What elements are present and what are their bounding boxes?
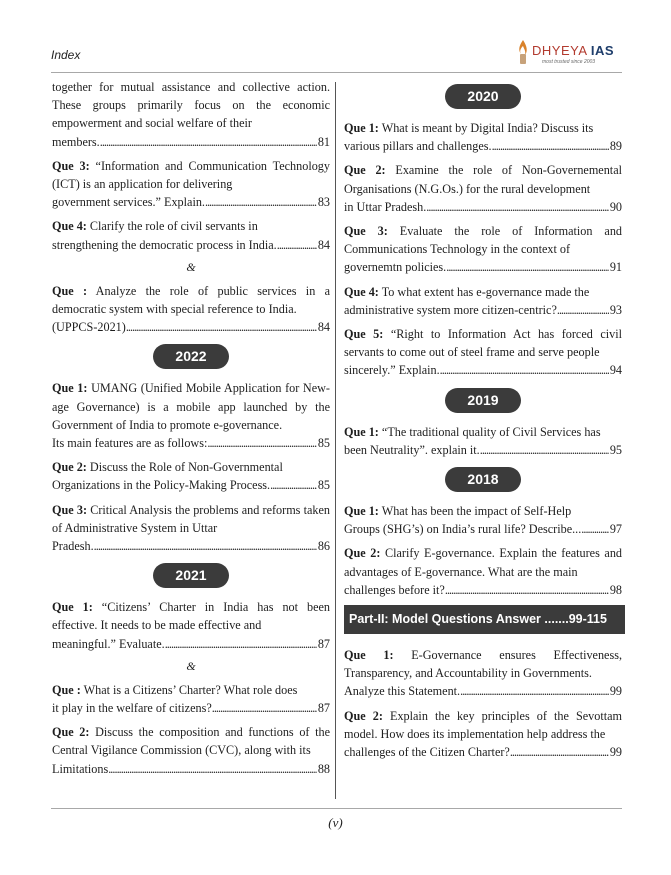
- column-divider: [335, 82, 336, 799]
- index-entry: Que 4: To what extent has e-governance made the administrative system more citizen-centric? . . . 93: [344, 283, 622, 319]
- page-ref: 87: [317, 636, 330, 651]
- year-badge-2020: 2020: [445, 84, 521, 109]
- index-entry: Que 3: “Information and Communication Technology (ICT) is an application for delivering government services.” Explain. . . . 83: [52, 157, 330, 212]
- index-entry: Que 2: Discuss the Role of Non-Governmental Organizations in the Policy-Making Process. . . . 85: [52, 458, 330, 494]
- index-entry: Que 1: What is meant by Digital India? Discuss its various pillars and challenges. . . . 89: [344, 119, 622, 155]
- index-entry: Que 1: E-Governance ensures Effectiveness, Transparency, and Accountability in Governments. Analyze this Statement. . . . 99: [344, 646, 622, 701]
- page-ref: 95: [609, 442, 622, 457]
- footer-divider: [51, 808, 622, 809]
- right-column: [344, 84, 622, 767]
- page-ref: 88: [317, 761, 330, 776]
- page-ref: 91: [609, 260, 622, 275]
- page-ref: 93: [609, 302, 622, 317]
- page-ref: 99: [609, 684, 622, 699]
- part-ii-heading: Part-II: Model Questions Answer .......99-115: [344, 605, 625, 634]
- page-ref: 86: [317, 539, 330, 554]
- index-entry: Que 4: Clarify the role of civil servants in strengthening the democratic process in India. . . . 84: [52, 217, 330, 253]
- page-ref: 81: [317, 134, 330, 149]
- index-entry: Que 5: “Right to Information Act has forced civil servants to come out of steel frame and serve people sincerely.” Explain. . . . 94: [344, 325, 622, 380]
- left-column: [52, 78, 330, 784]
- page-ref: 89: [609, 139, 622, 154]
- index-entry: Que 1: UMANG (Unified Mobile Application for New-age Governance) is a mobile app launched by the Government of India to promote e-governance. Its main features are as follows: . . . 85: [52, 379, 330, 452]
- index-entry: Que : Analyze the role of public services in a democratic system with special reference to India. (UPPCS-2021) . . . 84: [52, 282, 330, 337]
- year-badge-2019: 2019: [445, 388, 521, 413]
- page-ref: 87: [317, 701, 330, 716]
- logo-tagline: most trusted since 2003: [542, 59, 596, 65]
- index-entry: together for mutual assistance and collective action. These groups primarily focus on the economic empowerment and social welfare of their members. . . . 81: [52, 78, 330, 151]
- page-ref: 99: [609, 745, 622, 760]
- page-ref: 98: [609, 582, 622, 597]
- page-ref: 84: [317, 237, 330, 252]
- running-header-label: Index: [51, 48, 81, 62]
- dhyeya-ias-logo: [516, 38, 628, 68]
- page-ref: 85: [317, 436, 330, 451]
- year-badge-2021: 2021: [153, 563, 229, 588]
- index-entry: Que : What is a Citizens’ Charter? What role does it play in the welfare of citizens? . . . 87: [52, 681, 330, 717]
- index-entry: Que 1: “The traditional quality of Civil Services has been Neutrality”. explain it. . . . 95: [344, 423, 622, 459]
- page-ref: 90: [609, 199, 622, 214]
- page-number: (v): [328, 815, 343, 830]
- page-ref: 84: [317, 320, 330, 335]
- index-entry: Que 2: Clarify E-governance. Explain the features and advantages of E-governance. What are the main challenges before it? . . . 98: [344, 544, 622, 599]
- year-badge-2022: 2022: [153, 344, 229, 369]
- header-divider: [51, 72, 622, 73]
- index-entry: Que 1: What has been the impact of Self-Help Groups (SHG’s) on India’s rural life? Describe... . . . 97: [344, 502, 622, 538]
- page-ref: 83: [317, 195, 330, 210]
- flame-logo-icon: [516, 38, 530, 66]
- year-badge-2018: 2018: [445, 467, 521, 492]
- index-entry: Que 2: Examine the role of Non-Governemental Organisations (N.G.Os.) for the rural development in Uttar Pradesh. . . . 90: [344, 161, 622, 216]
- index-entry: Que 2: Discuss the composition and functions of the Central Vigilance Commission (CVC), along with its Limitations . . . 88: [52, 723, 330, 778]
- page-ref: 85: [317, 478, 330, 493]
- index-entry: Que 3: Evaluate the role of Information and Communications Technology in the context of governemtn policies. . . . 91: [344, 222, 622, 277]
- index-entry: Que 1: “Citizens’ Charter in India has not been effective. It needs to be made effective and meaningful.” Evaluate. . . . 87: [52, 598, 330, 653]
- index-entry: Que 3: Critical Analysis the problems and reforms taken of Administrative System in Uttar Pradesh. . . . 86: [52, 501, 330, 556]
- ampersand-separator: &: [186, 259, 196, 274]
- page-ref: 97: [609, 522, 622, 537]
- index-entry: Que 2: Explain the key principles of the Sevottam model. How does its implementation help address the challenges of the Citizen Charter? . . . 99: [344, 707, 622, 762]
- logo-brand-text: DHYEYA IAS: [532, 43, 615, 58]
- ampersand-separator: &: [186, 658, 196, 673]
- page-ref: 94: [609, 363, 622, 378]
